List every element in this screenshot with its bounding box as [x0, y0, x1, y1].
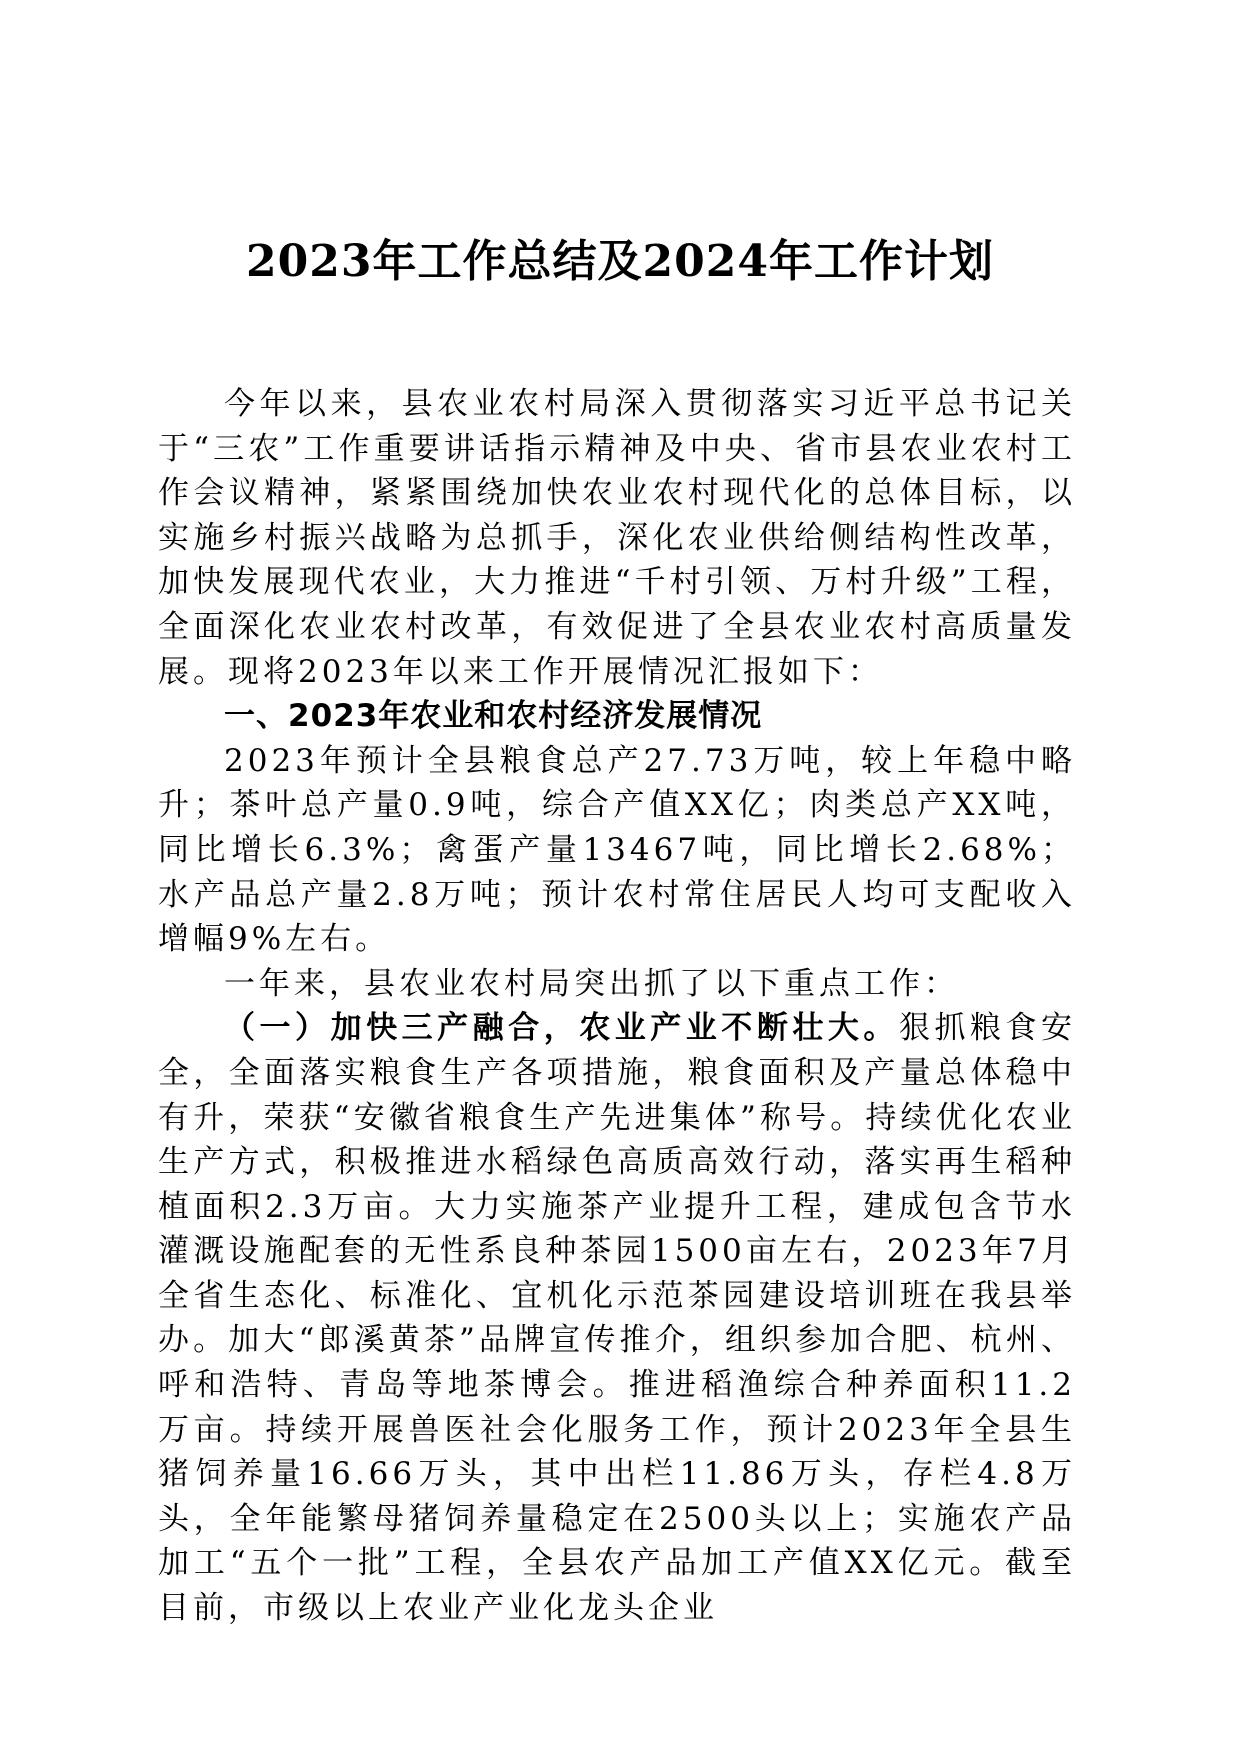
stats-paragraph: 2023年预计全县粮食总产27.73万吨，较上年稳中略升；茶叶总产量0.9吨，综合产值XX亿；肉类总产XX吨，同比增长6.3%；禽蛋产量13467吨，同比增长2.68%；水产品总产量2.8万吨；预计农村常住居民人均可支配收入增幅9%左右。: [158, 742, 1076, 958]
section-one-paragraph: [158, 1006, 1076, 1630]
section-one-body: 狠抓粮食安全，全面落实粮食生产各项措施，粮食面积及产量总体稳中有升，荣获“安徽省粮食生产先进集体”称号。持续优化农业生产方式，积极推进水稻绿色高质高效行动，落实再生稻种植面积2.3万亩。大力实施茶产业提升工程，建成包含节水灌溉设施配套的无性系良种茶园1500亩左右，2023年7月全省生态化、标准化、宜机化示范茶园建设培训班在我县举办。加大“郎溪黄茶”品牌宣传推介，组织参加合肥、杭州、呼和浩特、青岛等地茶博会。推进稻渔综合种养面积11.2万亩。持续开展兽医社会化服务工作，预计2023年全县生猪饲养量16.66万头，其中出栏11.86万头，存栏4.8万头，全年能繁母猪饲养量稳定在2500头以上；实施农产品加工“五个一批”工程，全县农产品加工产值XX亿元。截至目前，市级以上农业产业化龙头企业: [158, 1010, 1077, 1627]
intro-paragraph: 今年以来，县农业农村局深入贯彻落实习近平总书记关于“三农”工作重要讲话指示精神及中央、省市县农业农村工作会议精神，紧紧围绕加快农业农村现代化的总体目标，以实施乡村振兴战略为总抓手，深化农业供给侧结构性改革，加快发展现代农业，大力推进“千村引领、万村升级”工程，全面深化农业农村改革，有效促进了全县农业农村高质量发展。现将2023年以来工作开展情况汇报如下：: [158, 386, 1076, 690]
summary-paragraph: 一年来，县农业农村局突出抓了以下重点工作：: [224, 965, 959, 1002]
document-body: [158, 382, 1076, 1631]
document-title: 2023年工作总结及2024年工作计划: [246, 236, 994, 287]
section-heading: 一、2023年农业和农村经济发展情况: [224, 698, 763, 735]
section-one-lead: （一）加快三产融合，农业产业不断壮大。: [224, 1010, 899, 1047]
